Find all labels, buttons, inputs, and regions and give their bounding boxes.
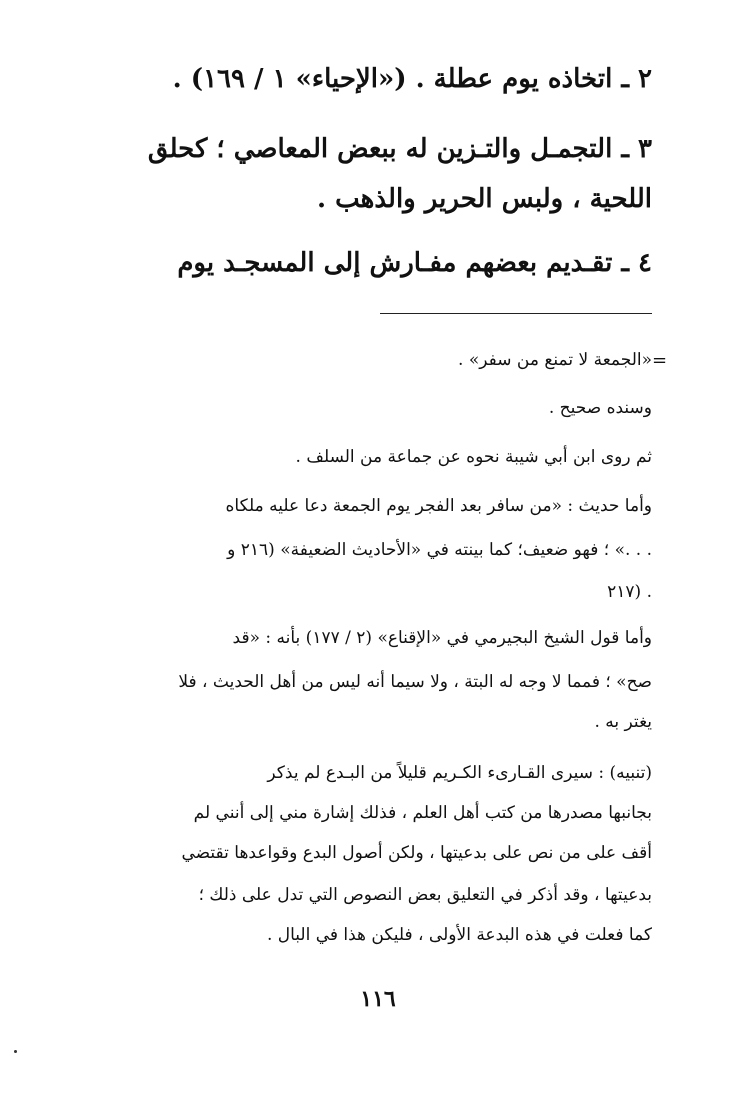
scan-speck (14, 1050, 17, 1053)
footnote-line-8: صح» ؛ فمما لا وجه له البتة ، ولا سيما أنه ليس من أهل الحديث ، فلا (178, 672, 652, 692)
footnote-line-12: أقف على من نص على بدعيتها ، ولكن أصول البدع وقواعدها تقتضي (181, 843, 652, 863)
footnote-line-9: يغتر به . (594, 712, 652, 732)
footnote-line-13: بدعيتها ، وقد أذكر في التعليق بعض النصوص التي تدل على ذلك ؛ (198, 885, 652, 905)
main-text-line-1: ٢ ـ اتخاذه يوم عطلة . («الإحياء» ١ / ١٦٩) . (172, 64, 652, 94)
main-text-line-3: اللحية ، ولبس الحرير والذهب . (317, 184, 652, 214)
footnote-line-11: بجانبها مصدرها من كتب أهل العلم ، فذلك إشارة مني إلى أنني لم (193, 803, 652, 823)
footnote-line-7: وأما قول الشيخ البجيرمي في «الإقناع» (٢ / ١٧٧) بأنه : «قد (232, 628, 652, 648)
main-text-line-4: ٤ ـ تقـديم بعضهم مفـارش إلى المسجـد يوم (177, 248, 652, 278)
main-text-line-2: ٣ ـ التجمـل والتـزين له ببعض المعاصي ؛ كحلق (147, 134, 652, 164)
footnote-line-14: كما فعلت في هذه البدعة الأولى ، فليكن هذا في البال . (266, 925, 652, 945)
footnote-line-5: . . .» ؛ فهو ضعيف؛ كما بينته في «الأحاديث الضعيفة» (٢١٦ و (227, 540, 652, 560)
footnote-line-2: وسنده صحيح . (548, 398, 652, 418)
footnote-continuation-mark: = (652, 350, 668, 371)
page-number: ١١٦ (360, 986, 396, 1012)
footnote-line-10: (تنبيه) : سيرى القـارىء الكـريم قليلاً من البـدع لم يذكر (267, 763, 652, 783)
footnote-line-3: ثم روى ابن أبي شيبة نحوه عن جماعة من السلف . (295, 447, 652, 467)
footnote-line-6: ٢١٧) . (607, 582, 652, 602)
footnote-line-1: «الجمعة لا تمنع من سفر» . (458, 350, 652, 370)
footnote-separator (380, 313, 652, 314)
footnote-line-4: وأما حديث : «من سافر بعد الفجر يوم الجمعة دعا عليه ملكاه (225, 496, 652, 516)
